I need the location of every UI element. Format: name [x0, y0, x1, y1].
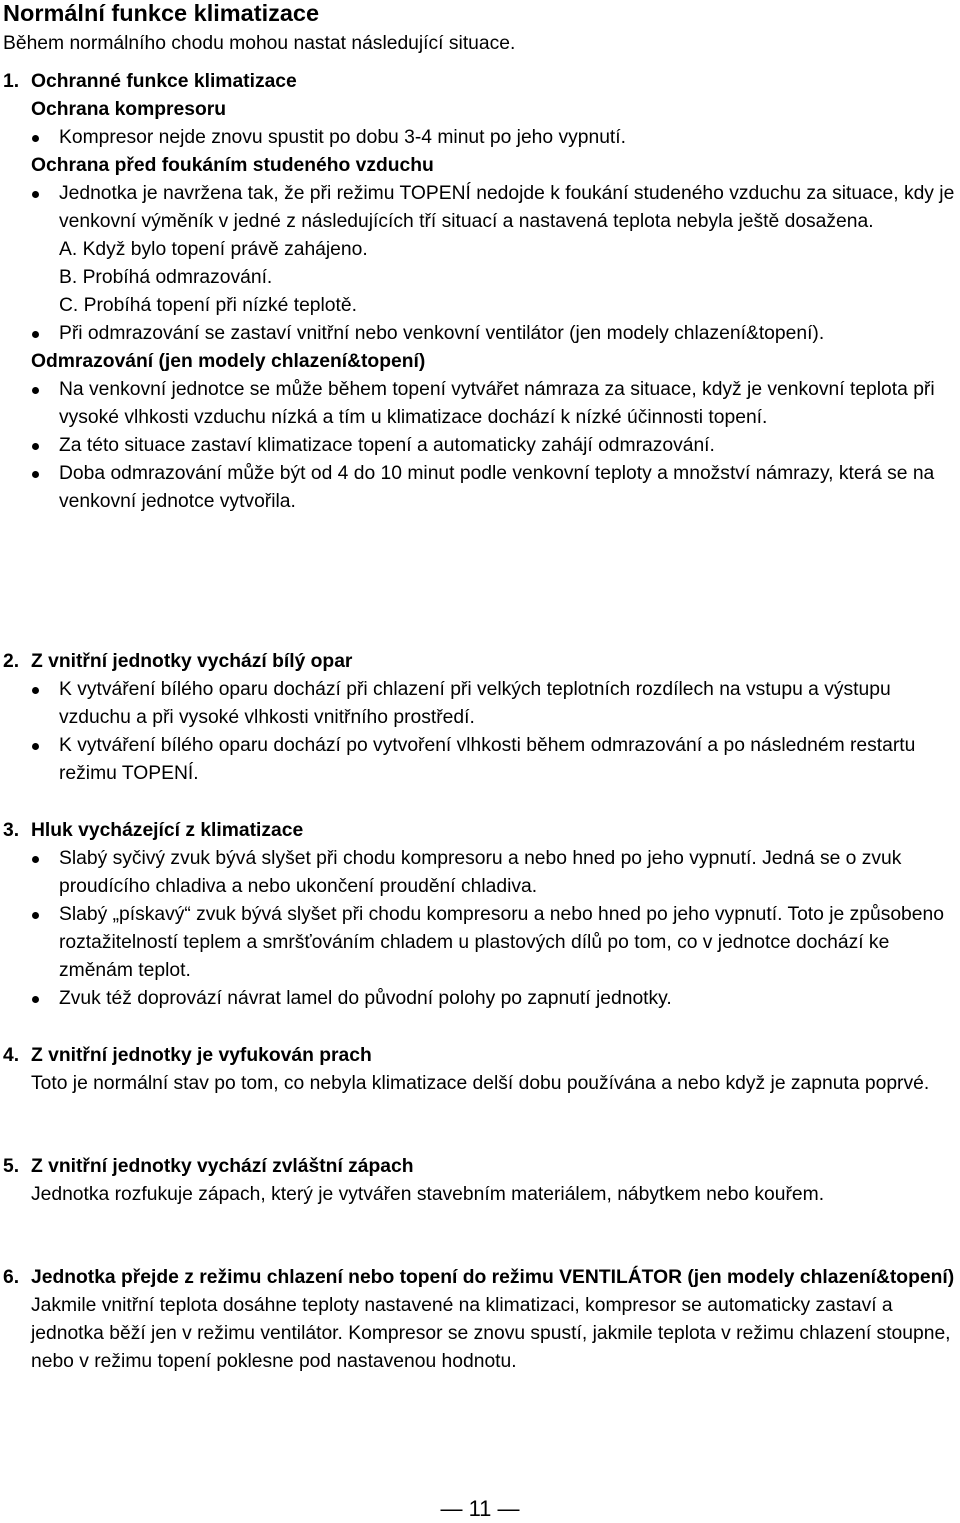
bullet-list	[0, 676, 960, 788]
section-text: Jednotka rozfukuje zápach, který je vytvářen stavebním materiálem, nábytkem nebo kouřem.	[31, 1184, 825, 1205]
section-title: Z vnitřní jednotky vychází zvláštní zápach	[31, 1156, 414, 1177]
page-number: — 11 —	[440, 1496, 520, 1521]
case-item: B. Probíhá odmrazování.	[59, 267, 273, 288]
bullet-icon	[32, 331, 39, 338]
bullet-list	[0, 845, 960, 1013]
bullet-icon	[32, 135, 39, 142]
list-item: K vytváření bílého oparu dochází po vytvoření vlhkosti během odmrazování a po následném restartu režimu TOPENÍ.	[0, 732, 960, 788]
list-item: Jednotka je navržena tak, že při režimu TOPENÍ nedojde k foukání studeného vzduchu za situace, kdy je venkovní výměník v jedné z následujících tří situací a nastavená teplota nebyla ještě dosažena.	[0, 180, 960, 236]
bullet-icon	[32, 912, 39, 919]
list-item: Slabý syčivý zvuk bývá slyšet při chodu kompresoru a nebo hned po jeho vypnutí. Jedná se o zvuk proudícího chladiva a nebo ukončení proudění chladiva.	[0, 845, 960, 901]
bullet-list	[0, 124, 960, 152]
bullet-list	[0, 376, 960, 516]
list-item: Slabý „pískavý“ zvuk bývá slyšet při chodu kompresoru a nebo hned po jeho vypnutí. Toto je způsobeno roztažitelností teplem a smršťováním chladem u plastových dílů po tom, co v jednotce dochází ke změnám teplot.	[0, 901, 960, 985]
list-item: Na venkovní jednotce se může během topení vytvářet námraza za situace, když je venkovní teplota při vysoké vlhkosti vzduchu nízká a tím u klimatizace dochází k nízké účinnosti topení.	[0, 376, 960, 432]
section-2	[0, 648, 960, 788]
bullet-icon	[32, 471, 39, 478]
bullet-icon	[32, 191, 39, 198]
bullet-list	[0, 180, 960, 236]
section-1	[0, 68, 960, 516]
section-number: 5.	[3, 1156, 20, 1177]
section-number: 4.	[3, 1045, 20, 1066]
bullet-icon	[32, 856, 39, 863]
list-item: Kompresor nejde znovu spustit po dobu 3-4 minut po jeho vypnutí.	[0, 124, 960, 152]
section-text: Jakmile vnitřní teplota dosáhne teploty nastavené na klimatizaci, kompresor se automaticky zastaví a jednotka běží jen v režimu ventilátor. Kompresor se znovu spustí, jakmile teplota v režimu chlazení stoupne, nebo v režimu topení poklesne pod nastavenou hodnotu.	[31, 1295, 951, 1372]
section-5	[0, 1153, 960, 1209]
section-title: Z vnitřní jednotky vychází bílý opar	[31, 651, 353, 672]
case-item: C. Probíhá topení při nízké teplotě.	[59, 295, 357, 316]
section-title: Hluk vycházející z klimatizace	[31, 820, 304, 841]
section-4	[0, 1042, 960, 1098]
section-6-heading	[0, 1264, 960, 1292]
subheading-cold-air-protection: Ochrana před foukáním studeného vzduchu	[31, 155, 434, 176]
list-item: Doba odmrazování může být od 4 do 10 minut podle venkovní teploty a množství námrazy, která se na venkovní jednotce vytvořila.	[0, 460, 960, 516]
section-number: 6.	[3, 1267, 20, 1288]
section-title: Jednotka přejde z režimu chlazení nebo topení do režimu VENTILÁTOR (jen modely chlazení&topení)	[31, 1267, 955, 1288]
section-1-heading	[0, 68, 960, 96]
section-4-heading	[0, 1042, 960, 1070]
section-3	[0, 817, 960, 1013]
section-number: 1.	[3, 71, 20, 92]
section-5-heading	[0, 1153, 960, 1181]
list-item: Při odmrazování se zastaví vnitřní nebo venkovní ventilátor (jen modely chlazení&topení).	[0, 320, 960, 348]
case-list	[0, 236, 960, 320]
list-item: Zvuk též doprovází návrat lamel do původní polohy po zapnutí jednotky.	[0, 985, 960, 1013]
case-item: A. Když bylo topení právě zahájeno.	[59, 239, 368, 260]
section-number: 2.	[3, 651, 20, 672]
bullet-icon	[32, 743, 39, 750]
bullet-icon	[32, 996, 39, 1003]
bullet-icon	[32, 687, 39, 694]
section-title: Z vnitřní jednotky je vyfukován prach	[31, 1045, 372, 1066]
bullet-icon	[32, 387, 39, 394]
bullet-icon	[32, 443, 39, 450]
page-title: Normální funkce klimatizace	[3, 0, 320, 26]
bullet-list	[0, 320, 960, 348]
section-number: 3.	[3, 820, 20, 841]
section-6	[0, 1264, 960, 1376]
section-3-heading	[0, 817, 960, 845]
list-item: K vytváření bílého oparu dochází při chlazení při velkých teplotních rozdílech na vstupu a výstupu vzduchu a při vysoké vlhkosti vnitřního prostředí.	[0, 676, 960, 732]
section-title: Ochranné funkce klimatizace	[31, 71, 297, 92]
intro-text: Během normálního chodu mohou nastat následující situace.	[3, 33, 516, 54]
subheading-defrost: Odmrazování (jen modely chlazení&topení)	[31, 351, 426, 372]
section-text: Toto je normální stav po tom, co nebyla klimatizace delší dobu používána a nebo když je zapnuta poprvé.	[31, 1073, 930, 1094]
subheading-compressor-protection: Ochrana kompresoru	[31, 99, 227, 120]
section-2-heading	[0, 648, 960, 676]
list-item: Za této situace zastaví klimatizace topení a automaticky zahájí odmrazování.	[0, 432, 960, 460]
